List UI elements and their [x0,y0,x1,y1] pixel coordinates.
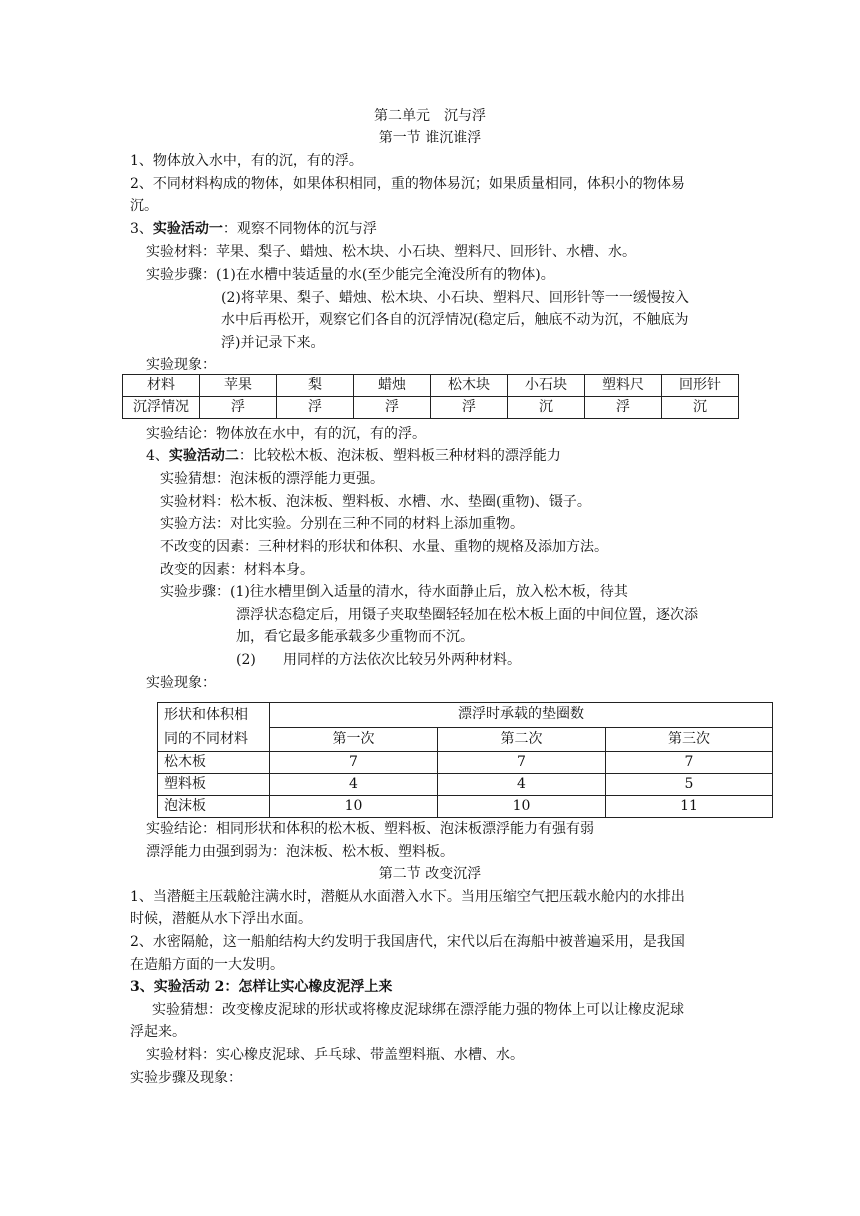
s1-paragraph-1: 1、物体放入水中，有的沉，有的浮。 [130,153,363,169]
corner-header-line-1: 形状和体积相 [164,707,248,723]
table-cell: 7 [270,752,438,774]
table-cell: 梨 [277,375,354,397]
s2-paragraph-1a: 1、当潜艇主压载舱注满水时，潜艇从水面潜入水下。当用压缩空气把压载水舱内的水排出 [130,889,685,905]
corner-header-line-2: 同的不同材料 [164,731,248,747]
s2-paragraph-1b: 时候，潜艇从水下浮出水面。 [130,911,312,927]
table-cell: 第一次 [270,727,438,752]
activity-2-constant-factors: 不改变的因素：三种材料的形状和体积、水量、重物的规格及添加方法。 [160,539,608,555]
table-2-group-header: 漂浮时承载的垫圈数 [270,703,773,728]
table-cell: 7 [438,752,606,774]
activity-2-step-1a: 实验步骤：(1)往水槽里倒入适量的清水，待水面静止后，放入松木板，待其 [160,584,628,600]
table-cell: 松木块 [431,375,508,397]
activity-1-step-1: 实验步骤：(1)在水槽中装适量的水(至少能完全淹没所有的物体)。 [146,267,555,283]
table-row [158,752,773,774]
table-row [158,774,773,796]
observation-table-2 [157,702,773,818]
activity-1-number: 3、 [130,221,153,237]
table-cell: 第二次 [438,727,606,752]
table-cell: 塑料板 [158,774,270,796]
table-row [158,796,773,818]
s1-paragraph-2b: 沉。 [130,198,158,214]
s1-paragraph-2a: 2、不同材料构成的物体，如果体积相同，重的物体易沉；如果质量相同，体积小的物体易 [130,176,685,192]
activity-3-materials: 实验材料：实心橡皮泥球、乒乓球、带盖塑料瓶、水槽、水。 [146,1047,524,1063]
activity-2-phenomenon-label: 实验现象： [146,675,216,691]
activity-2-number: 4、 [146,448,169,464]
activity-1-label: 实验活动一 [152,221,223,237]
activity-1-heading [130,219,377,239]
observation-table-1 [122,374,739,419]
activity-2-conclusion-1: 实验结论：相同形状和体积的松木板、塑料板、泡沫板漂浮能力有强有弱 [146,821,594,837]
table-cell: 沉 [508,397,585,419]
activity-1-phenomenon-label: 实验现象： [146,357,216,373]
activity-1-conclusion: 实验结论：物体放在水中，有的沉，有的浮。 [146,426,426,442]
s2-paragraph-2a: 2、水密隔舱，这一船舶结构大约发明于我国唐代，宋代以后在海船中被普遍采用，是我国 [130,934,685,950]
table-cell: 沉 [662,397,739,419]
table-cell: 4 [270,774,438,796]
activity-2-step-1c: 加，看它最多能承载多少重物而不沉。 [236,629,474,645]
table-cell: 塑料尺 [585,375,662,397]
activity-2-conclusion-2: 漂浮能力由强到弱为：泡沫板、松木板、塑料板。 [146,844,454,860]
table-2-header-row [158,703,773,728]
activity-3-heading: 3、实验活动 2：怎样让实心橡皮泥浮上来 [130,979,393,995]
table-1-data-row [123,397,739,419]
table-2-corner-header [158,703,270,752]
activity-2-step-2-number: (2) [236,652,256,668]
activity-2-label: 实验活动二 [168,448,239,464]
table-cell: 10 [438,796,606,818]
table-cell: 浮 [354,397,431,419]
activity-1-text: ：观察不同物体的沉与浮 [222,221,377,237]
table-1-header-row [123,375,739,397]
table-cell: 沉浮情况 [123,397,200,419]
activity-1-step-2a: (2)将苹果、梨子、蜡烛、松木块、小石块、塑料尺、回形针等一一缓慢按入 [221,290,689,306]
table-cell: 浮 [585,397,662,419]
table-cell: 5 [606,774,773,796]
activity-2-step-2-text: 用同样的方法依次比较另外两种材料。 [283,652,521,668]
table-cell: 4 [438,774,606,796]
table-cell: 浮 [431,397,508,419]
table-cell: 浮 [200,397,277,419]
table-cell: 回形针 [662,375,739,397]
table-cell: 泡沫板 [158,796,270,818]
table-cell: 小石块 [508,375,585,397]
s2-paragraph-2b: 在造船方面的一大发明。 [130,957,284,973]
activity-3-guess-b: 浮起来。 [130,1024,186,1040]
activity-2-materials: 实验材料：松木板、泡沫板、塑料板、水槽、水、垫圈(重物)、镊子。 [160,494,591,510]
activity-2-method: 实验方法：对比实验。分别在三种不同的材料上添加重物。 [160,516,524,532]
section-2-title: 第二节 改变沉浮 [378,866,482,882]
activity-2-variable-factor: 改变的因素：材料本身。 [160,562,314,578]
table-cell: 10 [270,796,438,818]
unit-title: 第二单元 沉与浮 [374,108,486,124]
table-cell: 苹果 [200,375,277,397]
table-cell: 松木板 [158,752,270,774]
table-cell: 浮 [277,397,354,419]
activity-3-guess-a: 实验猜想：改变橡皮泥球的形状或将橡皮泥球绑在漂浮能力强的物体上可以让橡皮泥球 [152,1002,684,1018]
table-cell: 蜡烛 [354,375,431,397]
activity-2-step-1b: 漂浮状态稳定后，用镊子夹取垫圈轻轻加在松木板上面的中间位置，逐次添 [236,607,698,623]
activity-1-materials: 实验材料：苹果、梨子、蜡烛、松木块、小石块、塑料尺、回形针、水槽、水。 [146,244,636,260]
activity-1-step-2c: 浮)并记录下来。 [221,335,325,351]
activity-1-step-2b: 水中后再松开，观察它们各自的沉浮情况(稳定后，触底不动为沉，不触底为 [221,312,689,328]
table-cell: 7 [606,752,773,774]
activity-2-guess: 实验猜想：泡沫板的漂浮能力更强。 [160,471,384,487]
section-1-title: 第一节 谁沉谁浮 [378,130,482,146]
activity-3-steps-label: 实验步骤及现象： [130,1070,242,1086]
table-cell: 11 [606,796,773,818]
table-cell: 材料 [123,375,200,397]
table-cell: 第三次 [606,727,773,752]
activity-2-text: ：比较松木板、泡沫板、塑料板三种材料的漂浮能力 [238,448,561,464]
activity-2-heading [146,446,561,466]
